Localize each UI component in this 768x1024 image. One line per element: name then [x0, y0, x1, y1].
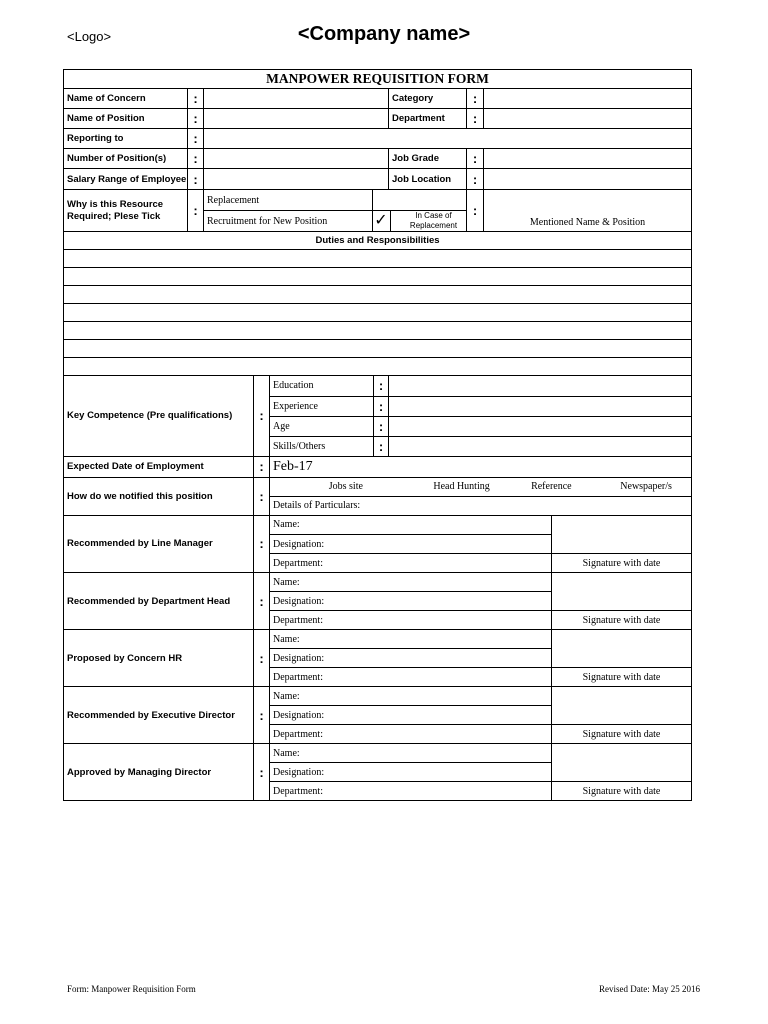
approval-department-field[interactable]: Department: [270, 554, 552, 573]
approvals-table [63, 516, 692, 802]
in-case-replacement-label [391, 211, 459, 231]
signature-area[interactable] [552, 630, 692, 668]
approval-designation-field[interactable]: Designation: [270, 592, 552, 611]
signature-with-date-label: Signature with date [552, 782, 692, 801]
check-mark-icon: ✓ [373, 211, 391, 231]
why-resource-line1: Why is this Resource [67, 198, 164, 210]
department-field[interactable] [484, 109, 692, 129]
approval-department-field[interactable]: Department: [270, 782, 552, 801]
colon: : [188, 149, 204, 169]
name-of-concern-field[interactable] [204, 89, 389, 109]
footer-form-name: Form: Manpower Requisition Form [67, 984, 196, 994]
key-competence-label: Key Competence (Pre qualifications) [64, 376, 254, 456]
recruitment-new-option: Recruitment for New Position [204, 211, 372, 231]
duties-heading: Duties and Responsibilities [64, 232, 692, 250]
colon: : [467, 89, 484, 109]
signature-area[interactable] [552, 744, 692, 782]
notified-options-row [270, 481, 691, 492]
reporting-to-field[interactable] [204, 129, 692, 149]
signature-with-date-label: Signature with date [552, 725, 692, 744]
notified-label: How do we notified this position [64, 477, 254, 515]
option-reference[interactable]: Reference [531, 481, 572, 492]
colon: : [467, 190, 484, 232]
option-head-hunting[interactable]: Head Hunting [433, 481, 490, 492]
why-resource-label [64, 190, 188, 232]
approval-department-field[interactable]: Department: [270, 725, 552, 744]
duties-line[interactable] [64, 286, 692, 304]
age-field[interactable] [389, 416, 692, 436]
approval-label-managing-director: Approved by Managing Director [64, 744, 254, 801]
form-title: MANPOWER REQUISITION FORM [64, 70, 692, 89]
reason-inner-table-2 [204, 211, 467, 231]
colon: : [254, 477, 270, 515]
job-location-field[interactable] [484, 169, 692, 190]
duties-line[interactable] [64, 340, 692, 358]
company-name: <Company name> [297, 23, 471, 45]
mentioned-name-position: Mentioned Name & Position [484, 190, 692, 232]
reason-inner-table [204, 190, 467, 210]
number-of-positions-label: Number of Position(s) [64, 149, 188, 169]
expected-date-label: Expected Date of Employment [64, 456, 254, 477]
reporting-to-label: Reporting to [64, 129, 188, 149]
duties-line[interactable] [64, 322, 692, 340]
expected-date-value[interactable]: Feb-17 [270, 456, 692, 477]
colon: : [254, 573, 270, 630]
replacement-option: Replacement [204, 190, 372, 210]
approval-designation-field[interactable]: Designation: [270, 649, 552, 668]
approval-label-line-manager: Recommended by Line Manager [64, 516, 254, 573]
signature-with-date-label: Signature with date [552, 554, 692, 573]
colon: : [188, 190, 204, 232]
colon: : [188, 169, 204, 190]
replacement-checkbox[interactable] [372, 190, 467, 210]
approval-name-field[interactable]: Name: [270, 573, 552, 592]
colon: : [188, 109, 204, 129]
job-grade-field[interactable] [484, 149, 692, 169]
form-table [63, 69, 692, 376]
colon: : [254, 456, 270, 477]
why-resource-line2: Required; Plese Tick [67, 210, 161, 222]
duties-line[interactable] [64, 268, 692, 286]
approval-name-field[interactable]: Name: [270, 687, 552, 706]
approval-designation-field[interactable]: Designation: [270, 763, 552, 782]
approval-label-concern-hr: Proposed by Concern HR [64, 630, 254, 687]
signature-area[interactable] [552, 516, 692, 554]
colon: : [374, 396, 389, 416]
colon: : [188, 129, 204, 149]
colon: : [254, 376, 270, 456]
colon: : [254, 744, 270, 801]
footer-revised-date: Revised Date: May 25 2016 [599, 984, 700, 994]
lower-table [63, 376, 692, 516]
colon: : [188, 89, 204, 109]
category-field[interactable] [484, 89, 692, 109]
category-label: Category [389, 89, 467, 109]
colon: : [467, 169, 484, 190]
experience-label: Experience [270, 396, 374, 416]
approval-name-field[interactable]: Name: [270, 744, 552, 763]
salary-range-label: Salary Range of Employee [64, 169, 188, 190]
number-of-positions-field[interactable] [204, 149, 389, 169]
name-of-position-label: Name of Position [64, 109, 188, 129]
signature-with-date-label: Signature with date [552, 668, 692, 687]
colon: : [254, 516, 270, 573]
colon: : [254, 687, 270, 744]
colon: : [374, 376, 389, 396]
approval-department-field[interactable]: Department: [270, 668, 552, 687]
requisition-form [63, 69, 691, 801]
duties-line[interactable] [64, 304, 692, 322]
age-label: Age [270, 416, 374, 436]
notified-options [270, 477, 692, 496]
name-of-concern-label: Name of Concern [64, 89, 188, 109]
duties-line[interactable] [64, 250, 692, 268]
experience-field[interactable] [389, 396, 692, 416]
approval-label-executive-director: Recommended by Executive Director [64, 687, 254, 744]
approval-designation-field[interactable]: Designation: [270, 706, 552, 725]
colon: : [254, 630, 270, 687]
approval-name-field[interactable]: Name: [270, 630, 552, 649]
approval-department-field[interactable]: Department: [270, 611, 552, 630]
education-field[interactable] [389, 376, 692, 396]
job-location-label: Job Location [389, 169, 467, 190]
option-newspapers[interactable]: Newspaper/s [620, 481, 672, 492]
signature-area[interactable] [552, 687, 692, 725]
approval-name-field[interactable]: Name: [270, 516, 552, 535]
reason-cell-2 [204, 211, 467, 232]
department-label: Department [389, 109, 467, 129]
salary-range-field[interactable] [204, 169, 389, 190]
name-of-position-field[interactable] [204, 109, 389, 129]
approval-label-department-head: Recommended by Department Head [64, 573, 254, 630]
skills-label: Skills/Others [270, 436, 374, 456]
duties-line[interactable] [64, 358, 692, 376]
colon: : [467, 109, 484, 129]
recruitment-new-checkbox[interactable] [372, 211, 467, 231]
job-grade-label: Job Grade [389, 149, 467, 169]
option-jobs-site[interactable]: Jobs site [328, 481, 363, 492]
signature-area[interactable] [552, 573, 692, 611]
details-of-particulars[interactable]: Details of Particulars: [270, 496, 692, 515]
in-case-line2: Replacement [409, 221, 458, 230]
colon: : [374, 416, 389, 436]
signature-with-date-label: Signature with date [552, 611, 692, 630]
colon: : [374, 436, 389, 456]
skills-field[interactable] [389, 436, 692, 456]
education-label: Education [270, 376, 374, 396]
reason-cell [204, 190, 467, 211]
colon: : [467, 149, 484, 169]
approval-designation-field[interactable]: Designation: [270, 535, 552, 554]
logo-placeholder: <Logo> [67, 29, 112, 44]
in-case-line1: In Case of [415, 211, 452, 220]
